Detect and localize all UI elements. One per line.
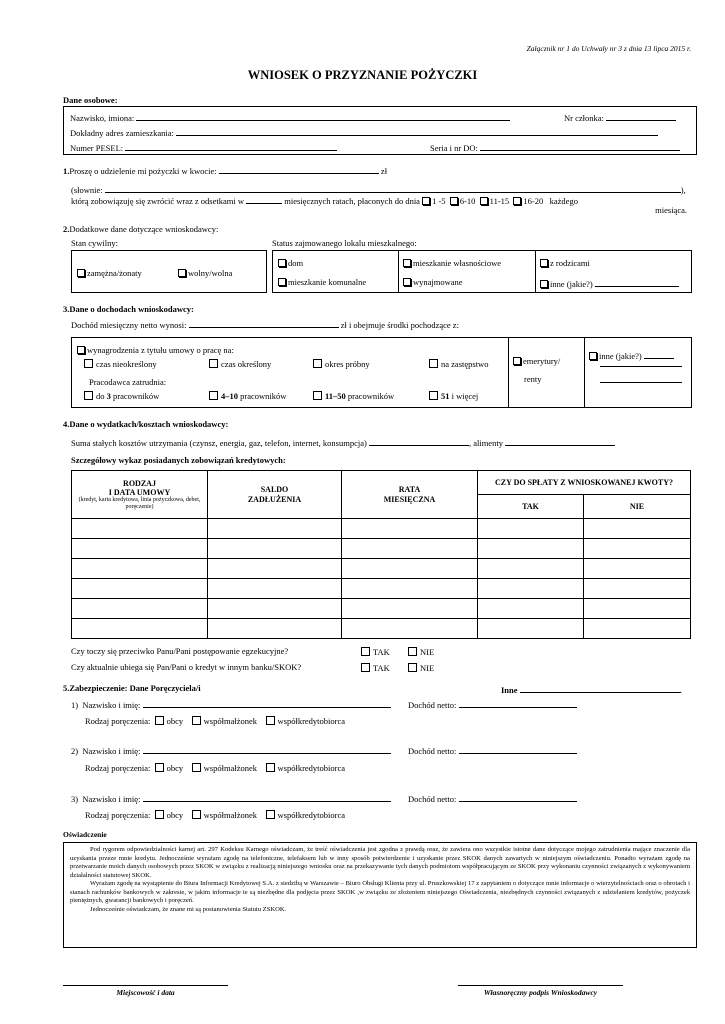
option-label: mieszkanie komunalne <box>288 277 367 287</box>
col-balance-title: SALDO <box>260 485 289 495</box>
income-pension[interactable] <box>513 357 560 367</box>
signature-label: Własnoręczny podpis Wnioskodawcy <box>483 988 598 997</box>
checkbox-icon <box>480 197 488 205</box>
checkbox-icon <box>84 391 93 400</box>
member-number-field[interactable] <box>564 112 676 124</box>
guarantor-name-input[interactable] <box>143 699 391 708</box>
checkbox-icon <box>429 359 438 368</box>
address-label: Dokładny adres zamieszkania: <box>70 128 174 138</box>
checkbox-icon <box>408 663 417 672</box>
guarantor-1-name <box>71 699 391 711</box>
table-row[interactable] <box>72 599 691 619</box>
emp-num: 3 <box>106 391 111 401</box>
housing-communal[interactable] <box>278 278 366 288</box>
housing-parents[interactable] <box>540 259 590 269</box>
option-label: obcy <box>166 763 184 773</box>
name-field[interactable] <box>70 112 510 124</box>
marital-label: Stan cywilny: <box>71 238 118 248</box>
declaration-p1: Pod rygorem odpowiedzialności karnej art. 297 Kodeksu Karnego oświadczam, że treść oświadczenia jest zgodna z prawdą oraz, że zawiera ono wszystkie istotne dane dotyczące mojego zatrudnienia mające znaczenie dla uzyskania przeze mnie kredytu. Jednocześnie wyrażam zgodę na telefoniczne, telefaksem lub w inny sposób potwierdzenie i uzyskanie przez SKOK danych zawartych w niniejszym oświadczeniu. Ponadto wyrażam zgodę na przetwarzanie moich danych osobowych przez SKOK w związku z realizacją niniejszego wniosku oraz na przekazywanie tych danych podmiotom współpracującym ze SKOK przy wykonaniu czynności związanych z wykonywaniem działalności statutowej SKOK. <box>70 846 690 879</box>
place-date-label: Miejscowość i data <box>116 988 175 997</box>
section-2-title: Dodatkowe dane dotyczące wnioskodawcy: <box>69 224 219 234</box>
checkbox-icon <box>429 391 438 400</box>
section-1-number: 1. <box>63 166 70 176</box>
other-bank-yes[interactable] <box>361 663 390 674</box>
section-3-number: 3. <box>63 304 70 314</box>
option-label: czas nieokreślony <box>96 359 157 369</box>
guarantor-number: 3) <box>71 794 79 804</box>
section-4-number: 4. <box>63 419 70 429</box>
repay-text-2: miesięcznych ratach, płaconych do dnia <box>284 196 420 206</box>
emp-size-3[interactable] <box>84 391 159 402</box>
option-label: współmałżonek <box>203 763 258 773</box>
enforcement-no[interactable] <box>408 647 434 658</box>
checkbox-icon <box>155 716 164 725</box>
contract-trial[interactable] <box>313 359 370 370</box>
col-balance-title-2: ZADŁUŻENIA <box>247 494 302 504</box>
option-label: okres próbny <box>325 359 370 369</box>
kind-coborrower[interactable] <box>266 810 346 820</box>
section-2-heading <box>63 225 218 235</box>
income-input[interactable] <box>189 319 339 328</box>
checkbox-icon <box>84 359 93 368</box>
option-label: TAK <box>373 663 390 673</box>
option-label: emerytury/ <box>523 356 561 366</box>
costs-label: Suma stałych kosztów utrzymania (czynsz, energia, gaz, telefon, internet, konsumpcja) <box>71 438 367 448</box>
table-row[interactable] <box>72 519 691 539</box>
checkbox-icon <box>155 763 164 772</box>
day-option-label: 1 -5 <box>432 196 446 206</box>
marital-married[interactable] <box>77 269 142 279</box>
emp-size-11-50[interactable] <box>313 391 394 402</box>
guarantor-income-label: Dochód netto: <box>408 700 457 710</box>
installments-input[interactable] <box>246 195 282 204</box>
each-month-label: każdego <box>549 196 578 206</box>
guarantor-3-name <box>71 793 391 805</box>
housing-box <box>272 250 692 293</box>
checkbox-icon <box>513 197 521 205</box>
emp-num: 11–50 <box>325 391 346 401</box>
checkbox-icon <box>513 357 521 365</box>
loan-amount-label: Proszę o udzielenie mi pożyczki w kwocie: <box>69 166 217 176</box>
col-installment <box>342 471 478 519</box>
words-close: ), <box>680 185 686 195</box>
member-label: Nr członka: <box>564 113 604 123</box>
option-label: wynagrodzenia z tytułu umowy o pracę na: <box>87 345 234 355</box>
table-row[interactable] <box>72 559 691 579</box>
section-5-heading <box>63 684 201 694</box>
checkbox-icon <box>266 810 275 819</box>
emp-label: pracowników <box>347 391 395 401</box>
guarantor-kind-label: Rodzaj poręczenia: <box>85 810 151 820</box>
checkbox-icon <box>450 197 458 205</box>
day-option-label: 16-20 <box>523 196 544 206</box>
each-month-label-2: miesiąca. <box>655 205 687 215</box>
guarantor-2-name <box>71 745 391 757</box>
emp-size-4-10[interactable] <box>209 391 286 402</box>
checkbox-icon <box>403 278 411 286</box>
col-type-note: (kredyt, karta kredytowa, linia pożyczkowa, debet, poręczenie) <box>78 497 201 510</box>
checkbox-icon <box>422 197 430 205</box>
day-option-3[interactable] <box>480 196 510 206</box>
contract-fixed[interactable] <box>209 359 271 370</box>
checkbox-icon <box>178 269 186 277</box>
currency-label: zł <box>380 166 388 176</box>
day-option-2[interactable] <box>450 196 476 206</box>
id-label: Seria i nr DO: <box>430 143 478 153</box>
guarantor-1-kind <box>85 716 345 727</box>
checkbox-icon <box>589 352 597 360</box>
amount-words-input[interactable] <box>105 184 681 193</box>
day-option-label: 6-10 <box>459 196 476 206</box>
emp-num: 4–10 <box>221 391 238 401</box>
kind-stranger[interactable] <box>155 716 184 726</box>
guarantor-name-label: Nazwisko i imię: <box>82 700 141 710</box>
option-label: obcy <box>166 716 184 726</box>
page-title: WNIOSEK O PRZYZNANIE POŻYCZKI <box>247 68 478 82</box>
option-label: z rodzicami <box>550 258 590 268</box>
table-row[interactable] <box>72 579 691 599</box>
emp-label: pracowników <box>240 391 287 401</box>
checkbox-icon <box>266 763 275 772</box>
option-label: współkredytobiorca <box>277 716 346 726</box>
option-label: NIE <box>420 647 435 657</box>
pesel-field[interactable] <box>70 142 337 154</box>
kind-spouse[interactable] <box>192 763 257 773</box>
checkbox-icon <box>278 278 286 286</box>
checkbox-icon <box>155 810 164 819</box>
guarantor-3-income <box>408 793 577 805</box>
enforcement-yes[interactable] <box>361 647 390 658</box>
housing-owned[interactable] <box>403 259 501 269</box>
checkbox-icon <box>540 280 548 288</box>
emp-label: i więcej <box>451 391 479 401</box>
option-label: NIE <box>420 663 435 673</box>
day-option-label: 11-15 <box>489 196 510 206</box>
personal-data-box <box>63 106 697 155</box>
option-label: czas określony <box>221 359 272 369</box>
income-row <box>71 319 459 331</box>
table-row[interactable] <box>72 619 691 639</box>
option-label: wynajmowane <box>413 277 463 287</box>
checkbox-icon <box>313 391 322 400</box>
col-type-title-2: I DATA UMOWY <box>108 487 171 497</box>
option-label: TAK <box>373 647 390 657</box>
loan-amount-row <box>63 165 387 177</box>
option-label: zamężna/żonaty <box>87 268 142 278</box>
alimony-input[interactable] <box>505 437 615 446</box>
guarantor-kind-label: Rodzaj poręczenia: <box>85 716 151 726</box>
housing-rented[interactable] <box>403 278 463 288</box>
marital-single[interactable] <box>178 269 232 279</box>
section-3-title: Dane o dochodach wnioskodawcy: <box>69 304 194 314</box>
guarantor-name-label: Nazwisko i imię: <box>82 794 141 804</box>
income-suffix: zł i obejmuje środki pochodzące z: <box>340 320 459 330</box>
repay-text: którą zobowiązuję się zwrócić wraz z odsetkami w <box>71 196 244 206</box>
security-other: Inne . <box>501 685 682 695</box>
declaration-box <box>63 842 697 948</box>
section-5-title: Zabezpieczenie: Dane Poręczyciela/i <box>69 683 201 693</box>
day-option-4[interactable] <box>513 196 543 206</box>
kind-stranger[interactable] <box>155 763 184 773</box>
emp-label: pracowników <box>113 391 160 401</box>
checkbox-icon <box>540 259 548 267</box>
day-option-1[interactable] <box>422 196 445 206</box>
option-label: wolny/wolna <box>188 268 233 278</box>
place-date-line[interactable] <box>63 985 228 986</box>
kind-stranger[interactable] <box>155 810 184 820</box>
declaration-heading: Oświadczenie <box>63 830 107 839</box>
loan-amount-input[interactable] <box>219 165 379 174</box>
alimony-label: , alimenty <box>468 438 503 448</box>
enforcement-question: Czy toczy się przeciwko Panu/Pani postępowanie egzekucyjne? <box>71 646 289 656</box>
attachment-note: Załącznik nr 1 do Uchwały nr 3 z dnia 13 lipca 2015 r. <box>526 44 691 53</box>
guarantor-2-income <box>408 745 577 757</box>
credit-heading: Szczegółowy wykaz posiadanych zobowiązań kredytowych: <box>71 455 286 465</box>
housing-other[interactable] <box>540 278 679 290</box>
guarantor-income-input[interactable] <box>459 699 577 708</box>
address-field[interactable] <box>70 127 658 139</box>
col-balance <box>208 471 342 519</box>
option-label: współkredytobiorca <box>277 763 346 773</box>
housing-house[interactable] <box>278 259 303 269</box>
guarantor-income-input[interactable] <box>459 793 577 802</box>
name-label: Nazwisko, imiona: <box>70 113 135 123</box>
section-2-number: 2. <box>63 224 70 234</box>
checkbox-icon <box>209 359 218 368</box>
option-label: inne (jakie?) <box>599 351 642 361</box>
guarantor-2-kind <box>85 763 345 774</box>
other-bank-question: Czy aktualnie ubiega się Pan/Pani o kredyt w innym banku/SKOK? <box>71 662 302 672</box>
income-employment[interactable] <box>77 346 234 356</box>
section-4-heading <box>63 420 228 430</box>
checkbox-icon <box>361 663 370 672</box>
contract-substitute[interactable] <box>429 359 488 370</box>
words-label: (słownie: <box>71 185 103 195</box>
guarantor-kind-label: Rodzaj poręczenia: <box>85 763 151 773</box>
credit-table <box>71 470 691 639</box>
declaration-p2: Wyrażam zgodę na wystąpienie do Biura Informacji Kredytowej S.A. z siedzibą w Warszawie – Biuro Obsługi Klienta przy ul. Pruszkowskiej 17 z zapytaniem o dotyczące mnie informacje o wierzytelnościach oraz o obrotach i stanach rachunków bankowych w zakresie, w jakim informacje te są niezbędne dla podjęcia przez SKOK ,w związku ze złożeniem niniejszego Oświadczenia, niezbędnych czynności związanych z udzielaniem kredytów, pożyczek pieniężnych, gwarancji bankowych i poręczeń. <box>70 880 690 905</box>
section-5-number: 5. <box>63 683 70 693</box>
col-nie: NIE <box>584 495 691 519</box>
col-type <box>72 471 208 519</box>
guarantor-number: 1) <box>71 700 79 710</box>
guarantor-name-label: Nazwisko i imię: <box>82 746 141 756</box>
personal-heading: Dane osobowe: <box>63 95 118 105</box>
emp-num: 51 <box>441 391 450 401</box>
option-label: współmałżonek <box>203 810 258 820</box>
guarantor-3-kind <box>85 810 345 821</box>
section-4-title: Dane o wydatkach/kosztach wnioskodawcy: <box>69 419 229 429</box>
option-label: na zastępstwo <box>441 359 489 369</box>
checkbox-icon <box>403 259 411 267</box>
amount-words-row <box>71 184 691 196</box>
emp-size-51[interactable] <box>429 391 478 402</box>
col-installment-title: RATA <box>398 485 421 495</box>
housing-label: Status zajmowanego lokalu mieszkalnego: <box>272 238 417 248</box>
kind-coborrower[interactable] <box>266 763 346 773</box>
checkbox-icon <box>209 391 218 400</box>
costs-row <box>71 437 691 449</box>
guarantor-income-label: Dochód netto: <box>408 746 457 756</box>
contract-indefinite[interactable] <box>84 359 157 370</box>
option-label: dom <box>288 258 304 268</box>
repayment-row <box>71 195 691 207</box>
other-line[interactable] <box>600 382 682 383</box>
option-label: inne (jakie?) <box>550 279 593 289</box>
checkbox-icon <box>77 269 85 277</box>
emp-pre: do <box>96 391 105 401</box>
guarantor-1-income <box>408 699 577 711</box>
option-label: mieszkanie własnościowe <box>413 258 502 268</box>
checkbox-icon <box>313 359 322 368</box>
checkbox-icon <box>77 346 85 354</box>
checkbox-icon <box>192 810 201 819</box>
id-number-field[interactable] <box>430 142 680 154</box>
pension-label-2: renty <box>524 374 542 384</box>
checkbox-icon <box>192 716 201 725</box>
security-other-label: Inne <box>501 685 518 695</box>
kind-coborrower[interactable] <box>266 716 346 726</box>
option-label: obcy <box>166 810 184 820</box>
guarantor-income-label: Dochód netto: <box>408 794 457 804</box>
guarantor-number: 2) <box>71 746 79 756</box>
marital-box <box>71 250 267 293</box>
declaration-p3: Jednocześnie oświadczam, że znane mi są postanowienia Statutu ZSKOK. <box>90 905 287 913</box>
pesel-label: Numer PESEL: <box>70 143 124 153</box>
security-other-input[interactable] <box>520 684 680 693</box>
col-type-title: RODZAJ <box>123 478 156 488</box>
col-installment-title-2: MIESIĘCZNA <box>383 494 436 504</box>
checkbox-icon <box>278 259 286 267</box>
guarantor-income-input[interactable] <box>459 745 577 754</box>
col-tak: TAK <box>478 495 584 519</box>
col-repay: CZY DO SPŁATY Z WNIOSKOWANEJ KWOTY? <box>478 471 691 495</box>
guarantor-name-input[interactable] <box>143 745 391 754</box>
kind-spouse[interactable] <box>192 810 257 820</box>
income-label: Dochód miesięczny netto wynosi: <box>71 320 187 330</box>
income-other[interactable] <box>589 350 674 362</box>
option-label: współmałżonek <box>203 716 258 726</box>
other-line[interactable] <box>600 366 682 367</box>
checkbox-icon <box>266 716 275 725</box>
other-bank-no[interactable] <box>408 663 434 674</box>
income-source-box <box>71 337 692 408</box>
guarantor-name-input[interactable] <box>143 793 391 802</box>
checkbox-icon <box>361 647 370 656</box>
section-3-heading <box>63 305 194 315</box>
kind-spouse[interactable] <box>192 716 257 726</box>
costs-input[interactable] <box>369 437 469 446</box>
option-label: współkredytobiorca <box>277 810 346 820</box>
table-row[interactable] <box>72 539 691 559</box>
checkbox-icon <box>192 763 201 772</box>
checkbox-icon <box>408 647 417 656</box>
signature-line[interactable] <box>458 985 623 986</box>
employer-label: Pracodawca zatrudnia: <box>89 377 167 387</box>
